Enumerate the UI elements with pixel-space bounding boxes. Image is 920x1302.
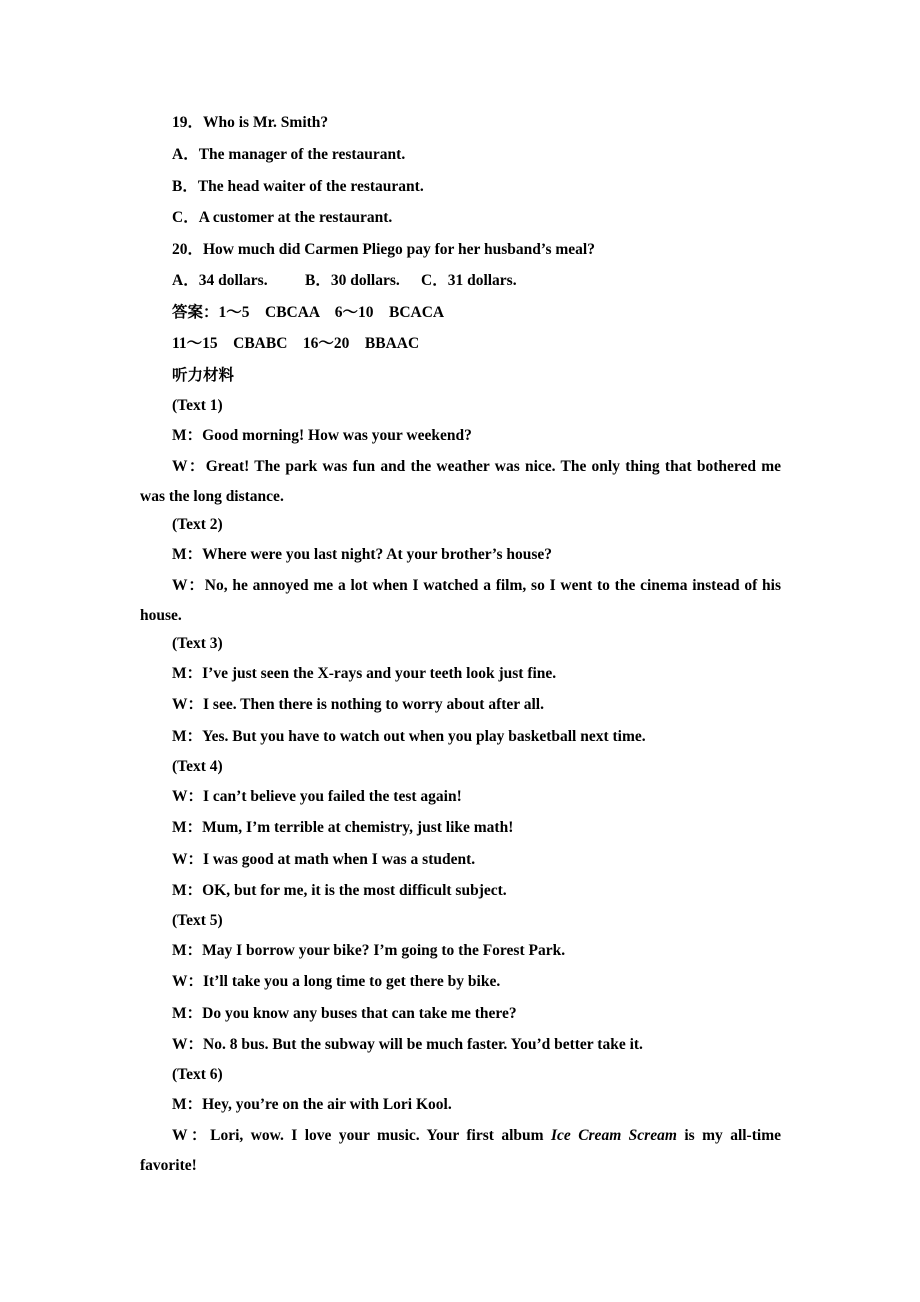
text6-w-post: is my all-time favorite! [140,1127,781,1174]
text1-label: (Text 1) [172,397,223,414]
text4-label: (Text 4) [172,758,223,775]
q19-option-c: C．A customer at the restaurant. [172,209,393,226]
listening-heading: 听力材料 [172,367,235,384]
text3-m1: M：I’ve just seen the X-rays and your teeth look just fine. [172,665,557,682]
text5-m1: M：May I borrow your bike? I’m going to the Forest Park. [172,942,566,959]
text5-w2: W：No. 8 bus. But the subway will be much faster. You’d better take it. [172,1036,643,1053]
text2-m: M：Where were you last night? At your brother’s house? [172,546,553,563]
q20-option-c: C．31 dollars. [421,272,517,289]
text6-m: M：Hey, you’re on the air with Lori Kool. [172,1096,452,1113]
text3-w: W：I see. Then there is nothing to worry about after all. [172,696,544,713]
text3-m2: M：Yes. But you have to watch out when you play basketball next time. [172,728,646,745]
text5-label: (Text 5) [172,912,223,929]
q20-options [172,271,517,291]
q20-option-a: A．34 dollars. [172,272,268,289]
answer-key-line-1: 答案：1～5 CBCAA 6～10 BCACA [172,304,445,321]
text5-m2: M：Do you know any buses that can take me there? [172,1005,517,1022]
text5-w1: W：It’ll take you a long time to get there by bike. [172,973,501,990]
q19-question: 19．Who is Mr. Smith? [172,114,329,131]
q19-option-b: B．The head waiter of the restaurant. [172,178,424,195]
q19-option-a: A．The manager of the restaurant. [172,146,406,163]
album-title: Ice Cream Scream [550,1127,677,1144]
text4-w2: W：I was good at math when I was a student. [172,851,476,868]
q20-question: 20．How much did Carmen Pliego pay for her husband’s meal? [172,241,595,258]
text1-m: M：Good morning! How was your weekend? [172,427,472,444]
text2-w: W：No, he annoyed me a lot when I watched a film, so I went to the cinema instead of his house. [140,577,781,624]
text6-w [140,1121,781,1181]
text1-w: W：Great! The park was fun and the weather was nice. The only thing that bothered me was the long distance. [140,458,781,505]
answer-key-line-2: 11～15 CBABC 16～20 BBAAC [172,335,420,352]
text4-w1: W：I can’t believe you failed the test again! [172,788,462,805]
q20-option-b: B．30 dollars. [305,272,400,289]
text4-m1: M：Mum, I’m terrible at chemistry, just like math! [172,819,514,836]
text6-label: (Text 6) [172,1066,223,1083]
text6-w-pre: W：Lori, wow. I love your music. Your first album [172,1127,551,1144]
text2-label: (Text 2) [172,516,223,533]
text4-m2: M：OK, but for me, it is the most difficult subject. [172,882,507,899]
text3-label: (Text 3) [172,635,223,652]
